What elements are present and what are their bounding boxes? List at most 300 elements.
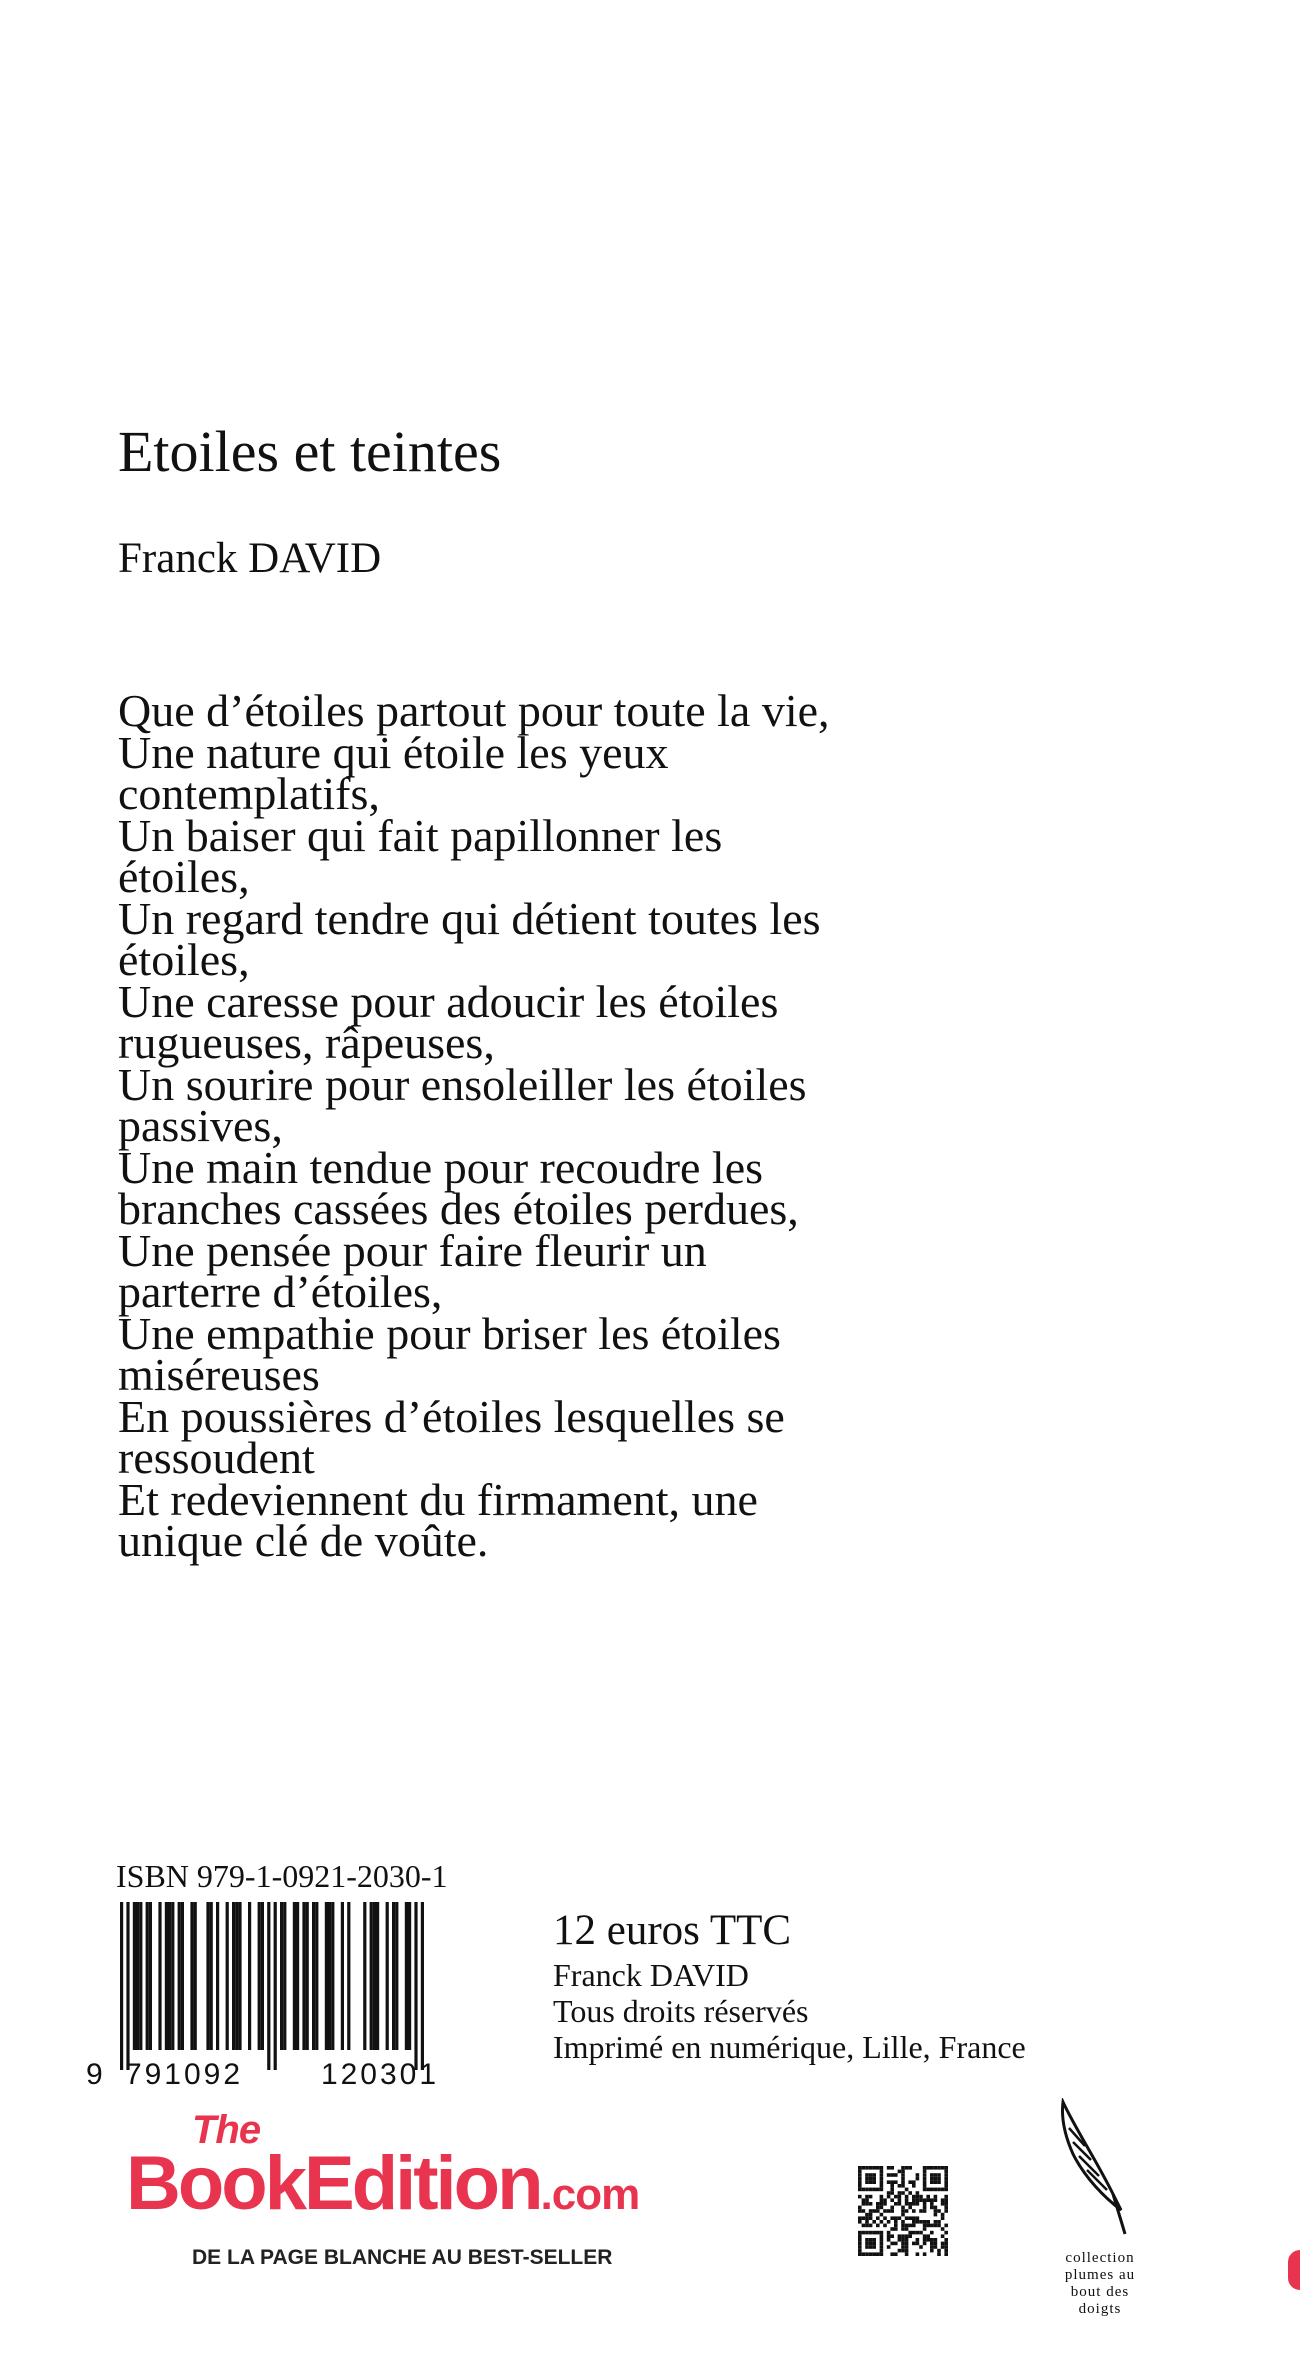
qr-cell <box>941 2198 945 2202</box>
qr-cell <box>901 2177 905 2181</box>
qr-cell <box>872 2166 876 2170</box>
qr-cell <box>890 2242 894 2246</box>
qr-cell <box>880 2198 884 2202</box>
qr-cell <box>905 2242 909 2246</box>
qr-cell <box>898 2238 902 2242</box>
poem-line: miséreuses <box>118 1349 320 1400</box>
qr-cell <box>880 2188 884 2192</box>
qr-cell <box>937 2188 941 2192</box>
qr-cell <box>919 2245 923 2249</box>
qr-cell <box>901 2227 905 2231</box>
qr-cell <box>923 2170 927 2174</box>
qr-cell <box>872 2242 876 2246</box>
qr-cell <box>876 2202 880 2206</box>
collection-line: plumes au <box>1064 2267 1136 2283</box>
poem-line: Un regard tendre qui détient toutes les <box>118 892 821 944</box>
qr-cell <box>937 2209 941 2213</box>
barcode-bar <box>280 1902 283 2050</box>
qr-cell <box>858 2195 862 2199</box>
qr-cell <box>890 2188 894 2192</box>
qr-cell <box>887 2180 891 2184</box>
barcode-bar <box>171 1902 174 2050</box>
qr-cell <box>944 2245 948 2249</box>
qr-cell <box>872 2180 876 2184</box>
qr-cell <box>908 2166 912 2170</box>
qr-cell <box>880 2173 884 2177</box>
qr-cell <box>926 2224 930 2228</box>
logo-wordmark <box>126 2140 639 2227</box>
barcode-bar <box>296 1902 299 2050</box>
qr-cell <box>919 2220 923 2224</box>
feather-quill-icon <box>1055 2098 1135 2238</box>
qr-cell <box>872 2177 876 2181</box>
qr-cell <box>905 2198 909 2202</box>
qr-cell <box>930 2238 934 2242</box>
barcode-bar <box>331 1902 334 2050</box>
qr-cell <box>865 2252 869 2256</box>
qr-cell <box>894 2224 898 2228</box>
qr-cell <box>912 2195 916 2199</box>
qr-cell <box>944 2188 948 2192</box>
qr-cell <box>862 2252 866 2256</box>
qr-cell <box>887 2195 891 2199</box>
qr-cell <box>905 2234 909 2238</box>
barcode-bar <box>312 1902 315 2050</box>
qr-cell <box>944 2166 948 2170</box>
qr-cell <box>937 2252 941 2256</box>
qr-cell <box>887 2173 891 2177</box>
qr-cell <box>937 2220 941 2224</box>
qr-cell <box>858 2234 862 2238</box>
poem-line: Une empathie pour briser les étoiles <box>118 1307 781 1359</box>
qr-cell <box>934 2198 938 2202</box>
qr-cell <box>944 2249 948 2253</box>
qr-cell <box>923 2180 927 2184</box>
qr-cell <box>894 2180 898 2184</box>
qr-cell <box>934 2166 938 2170</box>
qr-cell <box>916 2242 920 2246</box>
publisher-logo <box>126 2108 726 2298</box>
barcode-bar <box>363 1902 366 2050</box>
qr-cell <box>926 2198 930 2202</box>
qr-cell <box>872 2252 876 2256</box>
poem-line: En poussières d’étoiles lesquelles se <box>118 1390 785 1442</box>
barcode-bar <box>248 1902 251 2050</box>
qr-cell <box>865 2238 869 2242</box>
qr-cell <box>858 2216 862 2220</box>
qr-cell <box>887 2191 891 2195</box>
qr-cell <box>880 2166 884 2170</box>
qr-cell <box>912 2224 916 2228</box>
qr-cell <box>923 2188 927 2192</box>
qr-cell <box>937 2166 941 2170</box>
qr-cell <box>872 2188 876 2192</box>
barcode-bar <box>293 1902 296 2050</box>
qr-cell <box>944 2242 948 2246</box>
qr-cell <box>930 2202 934 2206</box>
qr-cell <box>876 2188 880 2192</box>
qr-cell <box>941 2202 945 2206</box>
qr-cell <box>880 2238 884 2242</box>
barcode-bar <box>267 1902 270 2070</box>
qr-cell <box>908 2191 912 2195</box>
qr-cell <box>876 2209 880 2213</box>
qr-cell <box>926 2166 930 2170</box>
qr-cell <box>944 2170 948 2174</box>
qr-cell <box>901 2206 905 2210</box>
poem-line: contemplatifs, <box>118 768 380 819</box>
poem-line: étoiles, <box>118 934 250 985</box>
qr-cell <box>901 2209 905 2213</box>
price: 12 euros TTC <box>553 1907 792 1954</box>
qr-cell <box>937 2249 941 2253</box>
qr-cell <box>883 2216 887 2220</box>
barcode-bar <box>274 1902 277 2070</box>
qr-cell <box>865 2180 869 2184</box>
qr-cell <box>894 2173 898 2177</box>
logo-dotcom: .com <box>540 2170 640 2219</box>
qr-cell <box>887 2220 891 2224</box>
qr-cell <box>869 2202 873 2206</box>
barcode-bar <box>190 1902 193 2050</box>
barcode-digits-left: 791092 <box>124 2058 244 2091</box>
qr-cell <box>934 2177 938 2181</box>
qr-cell <box>880 2252 884 2256</box>
qr-cell <box>930 2231 934 2235</box>
qr-cell <box>887 2166 891 2170</box>
qr-cell <box>934 2188 938 2192</box>
qr-cell <box>865 2216 869 2220</box>
qr-cell <box>923 2184 927 2188</box>
qr-cell <box>901 2166 905 2170</box>
qr-cell <box>923 2206 927 2210</box>
qr-cell <box>887 2238 891 2242</box>
qr-cell <box>908 2231 912 2235</box>
qr-cell <box>916 2195 920 2199</box>
qr-cell <box>923 2198 927 2202</box>
barcode-bar <box>181 1902 184 2050</box>
qr-cell <box>869 2188 873 2192</box>
qr-cell <box>901 2238 905 2242</box>
qr-cell <box>923 2220 927 2224</box>
qr-cell <box>894 2195 898 2199</box>
qr-cell <box>905 2227 909 2231</box>
qr-cell <box>930 2188 934 2192</box>
barcode-bar <box>392 1902 395 2050</box>
qr-cell <box>880 2220 884 2224</box>
qr-cell <box>934 2195 938 2199</box>
qr-cell <box>858 2209 862 2213</box>
qr-cell <box>865 2213 869 2217</box>
poem-line: Et redeviennent du firmament, une <box>118 1473 758 1525</box>
qr-cell <box>898 2249 902 2253</box>
qr-cell <box>908 2202 912 2206</box>
qr-cell <box>858 2249 862 2253</box>
barcode-bar <box>136 1902 139 2050</box>
qr-cell <box>898 2198 902 2202</box>
qr-cell <box>862 2224 866 2228</box>
qr-cell <box>919 2195 923 2199</box>
qr-cell <box>872 2245 876 2249</box>
qr-cell <box>869 2216 873 2220</box>
barcode-bar <box>126 1902 129 2070</box>
qr-cell <box>865 2188 869 2192</box>
qr-cell <box>898 2195 902 2199</box>
qr-cell <box>894 2216 898 2220</box>
qr-cell <box>901 2234 905 2238</box>
poem-line: Que d’étoiles partout pour toute la vie, <box>118 685 830 736</box>
qr-cell <box>883 2198 887 2202</box>
qr-cell <box>934 2206 938 2210</box>
qr-cell <box>876 2166 880 2170</box>
qr-cell <box>876 2224 880 2228</box>
qr-cell <box>858 2166 862 2170</box>
qr-code-graphic <box>858 2166 948 2256</box>
qr-cell <box>908 2224 912 2228</box>
qr-cell <box>865 2166 869 2170</box>
qr-cell <box>923 2173 927 2177</box>
qr-cell <box>941 2216 945 2220</box>
qr-cell <box>890 2216 894 2220</box>
qr-cell <box>869 2177 873 2181</box>
qr-cell <box>905 2238 909 2242</box>
barcode-bar <box>226 1902 229 2050</box>
barcode-bar <box>168 1902 171 2050</box>
qr-cell <box>930 2173 934 2177</box>
qr-cell <box>944 2202 948 2206</box>
qr-cell <box>905 2209 909 2213</box>
qr-cell <box>926 2238 930 2242</box>
qr-cell <box>941 2242 945 2246</box>
qr-cell <box>912 2198 916 2202</box>
book-title: Etoiles et teintes <box>118 419 502 484</box>
qr-cell <box>916 2216 920 2220</box>
qr-cell <box>941 2245 945 2249</box>
barcode-digits-right: 120301 <box>320 2058 440 2091</box>
qr-cell <box>912 2209 916 2213</box>
qr-cell <box>865 2231 869 2235</box>
qr-cell <box>934 2180 938 2184</box>
qr-cell <box>944 2180 948 2184</box>
qr-cell <box>944 2206 948 2210</box>
qr-cell <box>876 2252 880 2256</box>
qr-cell <box>941 2166 945 2170</box>
qr-cell <box>919 2209 923 2213</box>
qr-cell <box>912 2180 916 2184</box>
poem-line: passives, <box>118 1100 283 1151</box>
qr-cell <box>908 2206 912 2210</box>
barcode-bar <box>395 1902 398 2050</box>
qr-cell <box>869 2245 873 2249</box>
qr-cell <box>901 2184 905 2188</box>
qr-cell <box>862 2209 866 2213</box>
qr-cell <box>890 2198 894 2202</box>
qr-cell <box>905 2224 909 2228</box>
qr-cell <box>858 2245 862 2249</box>
qr-cell <box>944 2231 948 2235</box>
qr-cell <box>908 2216 912 2220</box>
qr-cell <box>887 2234 891 2238</box>
qr-cell <box>865 2198 869 2202</box>
qr-cell <box>869 2231 873 2235</box>
qr-cell <box>890 2184 894 2188</box>
qr-cell <box>872 2231 876 2235</box>
barcode-bar <box>283 1902 286 2050</box>
qr-cell <box>923 2224 927 2228</box>
qr-cell <box>916 2198 920 2202</box>
qr-cell <box>890 2180 894 2184</box>
qr-cell <box>890 2234 894 2238</box>
qr-cell <box>916 2177 920 2181</box>
qr-cell <box>941 2188 945 2192</box>
info-author: Franck DAVID <box>553 1957 749 1993</box>
qr-cell <box>890 2166 894 2170</box>
barcode-digit-lead: 9 <box>86 2058 103 2091</box>
qr-cell <box>944 2173 948 2177</box>
barcode-bar <box>370 1902 373 2050</box>
barcode-bar <box>235 1902 238 2050</box>
qr-cell <box>887 2231 891 2235</box>
qr-cell <box>876 2206 880 2210</box>
qr-cell <box>862 2202 866 2206</box>
barcode-bar <box>405 1902 408 2050</box>
qr-cell <box>916 2231 920 2235</box>
qr-cell <box>923 2209 927 2213</box>
barcode-bar <box>414 1902 417 2070</box>
qr-cell <box>898 2216 902 2220</box>
qr-cell <box>883 2209 887 2213</box>
qr-cell <box>901 2245 905 2249</box>
barcode-bar <box>373 1902 376 2050</box>
qr-cell <box>880 2202 884 2206</box>
qr-cell <box>912 2220 916 2224</box>
qr-cell <box>858 2184 862 2188</box>
qr-cell <box>901 2180 905 2184</box>
qr-cell <box>858 2177 862 2181</box>
barcode-bar <box>149 1902 152 2050</box>
qr-cell <box>898 2170 902 2174</box>
qr-cell <box>869 2242 873 2246</box>
qr-cell <box>858 2242 862 2246</box>
barcode-bar <box>341 1902 344 2050</box>
qr-cell <box>937 2180 941 2184</box>
qr-cell <box>926 2234 930 2238</box>
barcode-bar <box>133 1902 136 2050</box>
qr-cell <box>912 2184 916 2188</box>
barcode-graphic <box>82 1902 482 2092</box>
qr-cell <box>869 2224 873 2228</box>
qr-cell <box>880 2195 884 2199</box>
poem-line: Une main tendue pour recoudre les <box>118 1141 764 1193</box>
barcode-bar <box>165 1902 168 2050</box>
qr-cell <box>872 2209 876 2213</box>
logo-tagline: DE LA PAGE BLANCHE AU BEST-SELLER <box>192 2246 613 2269</box>
barcode-bar <box>386 1902 389 2050</box>
qr-cell <box>934 2242 938 2246</box>
qr-cell <box>926 2195 930 2199</box>
qr-cell <box>944 2252 948 2256</box>
qr-cell <box>926 2220 930 2224</box>
qr-cell <box>919 2231 923 2235</box>
qr-cell <box>930 2206 934 2210</box>
poem-line: Un sourire pour ensoleiller les étoiles <box>118 1058 807 1110</box>
qr-cell <box>865 2220 869 2224</box>
qr-cell <box>919 2198 923 2202</box>
qr-cell <box>894 2202 898 2206</box>
qr-cell <box>930 2166 934 2170</box>
barcode-bar <box>216 1902 219 2050</box>
qr-cell <box>869 2195 873 2199</box>
qr-cell <box>941 2227 945 2231</box>
qr-cell <box>862 2198 866 2202</box>
barcode-bar <box>347 1902 350 2050</box>
qr-cell <box>898 2234 902 2238</box>
qr-cell <box>944 2238 948 2242</box>
qr-cell <box>901 2213 905 2217</box>
poem-line: unique clé de voûte. <box>118 1515 489 1566</box>
qr-cell <box>880 2184 884 2188</box>
qr-cell <box>858 2173 862 2177</box>
collection-line: doigts <box>1078 2301 1122 2317</box>
qr-cell <box>941 2234 945 2238</box>
barcode-bar <box>158 1902 161 2050</box>
qr-cell <box>905 2216 909 2220</box>
qr-cell <box>858 2252 862 2256</box>
qr-cell <box>901 2224 905 2228</box>
barcode-bar <box>178 1902 181 2050</box>
qr-cell <box>937 2173 941 2177</box>
qr-cell <box>908 2180 912 2184</box>
qr-cell <box>869 2238 873 2242</box>
qr-cell <box>894 2220 898 2224</box>
qr-cell <box>865 2202 869 2206</box>
poem-line: Une pensée pour faire fleurir un <box>118 1224 707 1276</box>
qr-cell <box>923 2252 927 2256</box>
qr-cell <box>916 2252 920 2256</box>
barcode-bar <box>315 1902 318 2050</box>
barcode-bar <box>302 1902 305 2050</box>
edge-mark <box>1288 2250 1300 2290</box>
qr-cell <box>887 2245 891 2249</box>
qr-cell <box>901 2191 905 2195</box>
qr-cell <box>916 2238 920 2242</box>
qr-cell <box>880 2213 884 2217</box>
qr-cell <box>901 2242 905 2246</box>
qr-cell <box>898 2202 902 2206</box>
qr-cell <box>905 2249 909 2253</box>
qr-cell <box>862 2188 866 2192</box>
barcode-bar <box>325 1902 328 2050</box>
barcode-bar <box>232 1902 235 2050</box>
qr-cell <box>905 2245 909 2249</box>
qr-cell <box>912 2242 916 2246</box>
qr-cell <box>916 2202 920 2206</box>
isbn-label: ISBN 979-1-0921-2030-1 <box>116 1858 448 1894</box>
barcode-bar <box>139 1902 142 2050</box>
barcode-bar <box>306 1902 309 2050</box>
qr-cell <box>923 2227 927 2231</box>
qr-cell <box>890 2227 894 2231</box>
poem-line: Une nature qui étoile les yeux <box>118 726 669 778</box>
qr-cell <box>862 2166 866 2170</box>
qr-cell <box>944 2209 948 2213</box>
poem-line: Un baiser qui fait papillonner les <box>118 809 723 861</box>
qr-cell <box>890 2173 894 2177</box>
qr-cell <box>930 2242 934 2246</box>
qr-cell <box>858 2231 862 2235</box>
qr-cell <box>890 2206 894 2210</box>
qr-cell <box>880 2177 884 2181</box>
